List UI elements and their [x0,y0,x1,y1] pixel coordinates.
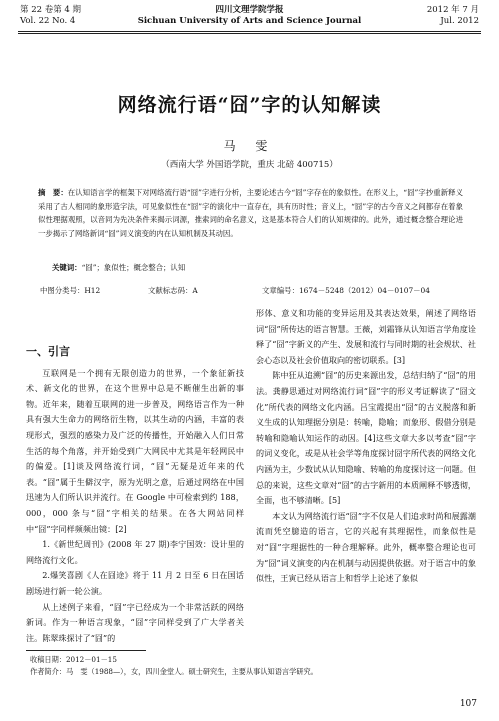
clc-number: 中图分类号：H12 [40,286,101,295]
section-heading: 一、引言 [26,345,70,358]
body-paragraph: 从上述例子来看，“囧”字已经成为一个非常活跃的网络新词。作为一种语言现象，“囧”字同样受到了广大学者关注。陈翠珠探讨了“囧”的 [26,601,244,643]
received-date: 收稿日期：2012－01－15 [30,655,117,664]
body-paragraph: 互联网是一个拥有无限创造力的世界，一个象征新技术、新文化的世界，在这个世界中总是不断催生出新的事物。近年来，随着互联网的进一步普及，网络语言作为一种具有强大生命力的网络衍生物，以其生动的内涵，丰富的表现形式，强烈的感染力及广泛的传播性，开始融入人们日常生活的每个角落，并开始受到广大网民中尤其是年轻网民中的偏爱。[1]谈及网络流行词，“囧”无疑是近年来的代表。“囧”属于生僻汉字，原为光明之意，后通过网络在中国迅速为人们所认识并流行。在 Google 中可检索到约 188，000，000 条与“囧”字相关的结果。在各大网站同样中“囧”字同样频频出镜：[2] [26,367,244,534]
volume-cn: 第 22 卷第 4 期 [20,5,82,15]
header-rule-double [18,33,481,34]
article-number: 文章编号：1674－5248（2012）04－0107－04 [262,286,430,295]
author-name: 马 雯 [223,139,276,153]
abstract [38,186,463,240]
page-number: 107 [459,699,477,709]
keywords-label: 关键词： [52,263,82,272]
author-bio: 作者简介：马 雯（1988—），女，四川金堂人。硕士研究生，主要从事认知语言学研究。 [30,667,318,676]
date-cn: 2012 年 7 月 [426,5,479,15]
volume-en: Vol. 22 No. 4 [20,16,76,26]
right-column [256,306,476,587]
journal-name-en: Sichuan University of Arts and Science Journal [137,16,362,26]
abstract-label: 摘 要： [38,188,68,197]
date-en: Jul. 2012 [440,16,479,26]
body-paragraph: 陈中狂从追溯“囧”的历史来源出发，总结归纳了“囧”的用法。龚静思通过对网络流行词“囧”字的形义考证解读了“囧文化”所代表的网络文化内涵。吕宝霞提出“囧”的古义脱落和新义生成的认知理据分别是：转喻，隐喻；而象形、假借分别是转喻和隐喻认知运作的动因。[4]这些文章大多以考查“囧”字的词义变化，或是从社会学等角度探讨囧字所代表的网络文化内涵为主，少数试从认知隐喻、转喻的角度探讨这一问题。但总的来说，这些文章对“囧”的古字新用的本质阐释不够透彻，全面，也不够清晰。[5] [256,370,476,506]
journal-name-cn: 四川文理学院学报 [215,5,284,15]
body-paragraph: 形体、意义和功能的变异运用及其表达效果，阐述了网络语词“囧”所传达的语言智慧。王薇，刘霜锋从认知语言学角度诠释了“囧”字新义的产生、发展和流行与同时期的社会规状、社会心态以及社会价值取向的密切联系。[3] [256,308,476,365]
author-affiliation: （西南大学 外国语学院，重庆 北碚 400715） [161,160,338,170]
left-column [26,344,244,646]
body-paragraph: 本文认为网络流行语“囧”字不仅是人们追求时尚和展露潮流而凭空臆造的语言，它的兴起有其理据性，而象似性是对“囧”字理据性的一种合理解释。此外，概率整合理论也可为“囧”词义演变的内在机制与动因提供依据。对于语言中的象似性，王寅已经从语言上和哲学上论述了象似 [256,510,476,584]
journal-info [0,5,499,27]
keywords [52,262,463,273]
header-rule [18,31,481,32]
example-item: 1.《新世纪周刊》(2008 年 27 期)李宁国效：设计里的网络流行文化。 [26,539,244,565]
abstract-text: 在认知语言学的框架下对网络流行语“囧”字进行分析，主要论述古今“囧”字存在的象似性。在形义上，“囧”字抄重新释义采用了古人相同的象形造字法，可见象似性在“囧”字的演化中一直存在，具有历时性；音义上，“囧”字的古今音义之间都存在着象似性理据观照，以音同为先决条件来揭示词源，推索词的命名意义，这是基本符合人们的认知规律的。此外，通过概念整合理论进一步揭示了网络新词“囧”词义演变的内在认知机制及其动因。 [38,188,463,238]
paper-title: 网络流行语“囧”字的认知解读 [117,94,382,116]
example-item: 2.爆笑喜剧《人在囧途》将于 11 月 2 日至 6 日在国话剧场进行新一轮公演。 [26,570,244,596]
issue-date [427,5,479,27]
keywords-text: “囧”；象似性；概念整合；认知 [81,263,186,272]
footnote-rule [26,650,146,651]
document-code: 文献标志码：A [148,286,198,295]
